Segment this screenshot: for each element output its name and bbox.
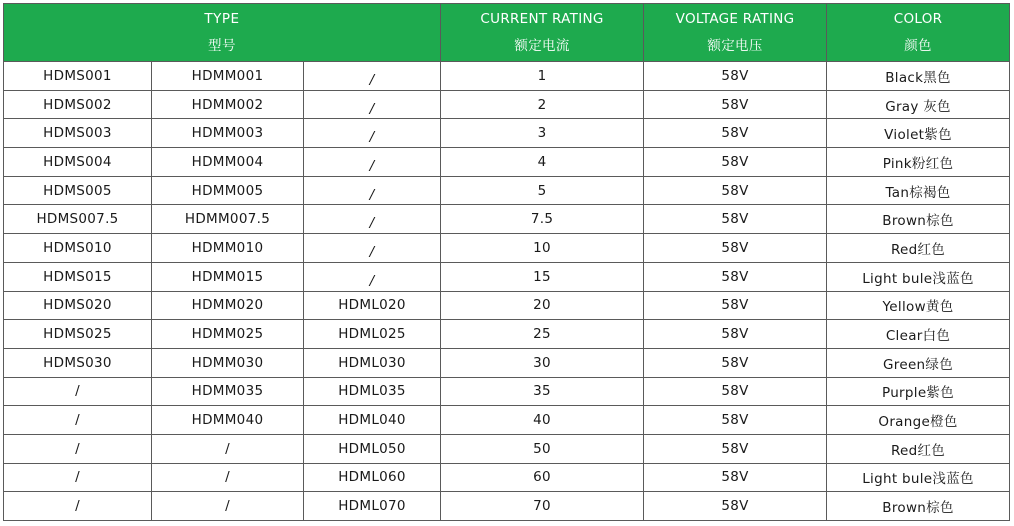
header-color	[827, 4, 1010, 62]
empty-marker: /	[369, 100, 375, 117]
cell-current-rating: 50	[441, 434, 644, 463]
cell-type-l: HDML035	[304, 377, 441, 406]
cell-type-l: HDML025	[304, 320, 441, 349]
cell-type-s: HDMS015	[4, 262, 152, 291]
cell-type-m: HDMM015	[152, 262, 304, 291]
cell-voltage-rating: 58V	[644, 262, 827, 291]
cell-type-m: HDMM004	[152, 148, 304, 177]
cell-type-m: HDMM035	[152, 377, 304, 406]
table-row	[4, 463, 1010, 492]
cell-current-rating: 10	[441, 234, 644, 263]
table-row	[4, 119, 1010, 148]
empty-marker: /	[369, 215, 375, 232]
header-voltage-en: VOLTAGE RATING	[675, 10, 795, 27]
empty-marker: /	[369, 71, 375, 88]
cell-color: Light bule浅蓝色	[827, 262, 1010, 291]
cell-voltage-rating: 58V	[644, 320, 827, 349]
empty-marker: /	[369, 186, 375, 203]
cell-current-rating: 40	[441, 406, 644, 435]
cell-color: Orange橙色	[827, 406, 1010, 435]
cell-current-rating: 5	[441, 176, 644, 205]
cell-voltage-rating: 58V	[644, 90, 827, 119]
header-current-en: CURRENT RATING	[480, 10, 604, 27]
cell-voltage-rating: 58V	[644, 62, 827, 91]
cell-type-m: HDMM002	[152, 90, 304, 119]
cell-type-m: HDMM003	[152, 119, 304, 148]
cell-type-s: /	[4, 434, 152, 463]
cell-color: Purple紫色	[827, 377, 1010, 406]
cell-type-l: HDML020	[304, 291, 441, 320]
cell-voltage-rating: 58V	[644, 291, 827, 320]
cell-type-l: HDML040	[304, 406, 441, 435]
cell-type-m: HDMM025	[152, 320, 304, 349]
cell-current-rating: 1	[441, 62, 644, 91]
cell-type-m: HDMM010	[152, 234, 304, 263]
cell-current-rating: 3	[441, 119, 644, 148]
cell-color: Gray 灰色	[827, 90, 1010, 119]
cell-type-s: HDMS005	[4, 176, 152, 205]
table-row	[4, 291, 1010, 320]
cell-type-m: /	[152, 434, 304, 463]
cell-type-l	[304, 90, 441, 119]
header-type-en: TYPE	[204, 10, 240, 27]
cell-voltage-rating: 58V	[644, 377, 827, 406]
cell-type-s: HDMS007.5	[4, 205, 152, 234]
cell-type-s: HDMS001	[4, 62, 152, 91]
cell-color: Black黑色	[827, 62, 1010, 91]
cell-current-rating: 7.5	[441, 205, 644, 234]
cell-type-l	[304, 119, 441, 148]
table-row	[4, 320, 1010, 349]
table-row	[4, 348, 1010, 377]
cell-color: Pink粉红色	[827, 148, 1010, 177]
cell-type-m: HDMM005	[152, 176, 304, 205]
table-row	[4, 176, 1010, 205]
cell-current-rating: 35	[441, 377, 644, 406]
cell-current-rating: 60	[441, 463, 644, 492]
cell-type-m: /	[152, 492, 304, 521]
cell-type-m: HDMM040	[152, 406, 304, 435]
cell-color: Light bule浅蓝色	[827, 463, 1010, 492]
cell-type-m: HDMM020	[152, 291, 304, 320]
cell-type-l	[304, 62, 441, 91]
cell-type-s: HDMS004	[4, 148, 152, 177]
cell-voltage-rating: 58V	[644, 205, 827, 234]
cell-color: Brown棕色	[827, 492, 1010, 521]
cell-type-l	[304, 176, 441, 205]
cell-type-l: HDML070	[304, 492, 441, 521]
cell-current-rating: 15	[441, 262, 644, 291]
fuse-spec-table	[3, 3, 1010, 521]
header-current-rating	[441, 4, 644, 62]
cell-type-s: /	[4, 377, 152, 406]
cell-type-s: /	[4, 492, 152, 521]
cell-voltage-rating: 58V	[644, 234, 827, 263]
empty-marker: /	[369, 272, 375, 289]
cell-type-s: HDMS010	[4, 234, 152, 263]
cell-color: Tan棕褐色	[827, 176, 1010, 205]
cell-type-l	[304, 262, 441, 291]
cell-current-rating: 70	[441, 492, 644, 521]
cell-type-m: /	[152, 463, 304, 492]
cell-color: Yellow黄色	[827, 291, 1010, 320]
cell-color: Violet紫色	[827, 119, 1010, 148]
table-row	[4, 205, 1010, 234]
table-row	[4, 434, 1010, 463]
cell-voltage-rating: 58V	[644, 148, 827, 177]
cell-current-rating: 30	[441, 348, 644, 377]
spec-table-container	[3, 3, 1009, 521]
header-voltage-zh: 额定电压	[707, 37, 763, 54]
header-color-en: COLOR	[893, 10, 943, 27]
table-row	[4, 406, 1010, 435]
cell-type-l: HDML030	[304, 348, 441, 377]
cell-current-rating: 4	[441, 148, 644, 177]
cell-type-l	[304, 205, 441, 234]
table-row	[4, 377, 1010, 406]
cell-type-s: HDMS002	[4, 90, 152, 119]
table-row	[4, 90, 1010, 119]
cell-type-s: HDMS003	[4, 119, 152, 148]
cell-color: Red红色	[827, 434, 1010, 463]
table-row	[4, 62, 1010, 91]
cell-voltage-rating: 58V	[644, 434, 827, 463]
cell-type-l	[304, 148, 441, 177]
cell-type-l: HDML060	[304, 463, 441, 492]
cell-type-s: /	[4, 463, 152, 492]
cell-voltage-rating: 58V	[644, 119, 827, 148]
cell-color: Red红色	[827, 234, 1010, 263]
cell-current-rating: 2	[441, 90, 644, 119]
cell-current-rating: 20	[441, 291, 644, 320]
empty-marker: /	[369, 157, 375, 174]
cell-type-l	[304, 234, 441, 263]
table-row	[4, 148, 1010, 177]
cell-voltage-rating: 58V	[644, 492, 827, 521]
cell-type-m: HDMM001	[152, 62, 304, 91]
cell-voltage-rating: 58V	[644, 463, 827, 492]
header-color-zh: 颜色	[904, 37, 932, 54]
cell-voltage-rating: 58V	[644, 176, 827, 205]
header-type-zh: 型号	[208, 37, 237, 54]
cell-voltage-rating: 58V	[644, 348, 827, 377]
table-row	[4, 234, 1010, 263]
table-body	[4, 62, 1010, 521]
cell-color: Clear白色	[827, 320, 1010, 349]
empty-marker: /	[369, 243, 375, 260]
empty-marker: /	[369, 129, 375, 146]
cell-current-rating: 25	[441, 320, 644, 349]
cell-voltage-rating: 58V	[644, 406, 827, 435]
table-row	[4, 262, 1010, 291]
cell-color: Green绿色	[827, 348, 1010, 377]
table-header-row	[4, 4, 1010, 62]
cell-type-m: HDMM030	[152, 348, 304, 377]
cell-type-l: HDML050	[304, 434, 441, 463]
header-current-zh: 额定电流	[514, 37, 570, 54]
table-row	[4, 492, 1010, 521]
header-type	[4, 4, 441, 62]
cell-type-m: HDMM007.5	[152, 205, 304, 234]
cell-type-s: HDMS020	[4, 291, 152, 320]
cell-type-s: HDMS030	[4, 348, 152, 377]
cell-type-s: HDMS025	[4, 320, 152, 349]
cell-color: Brown棕色	[827, 205, 1010, 234]
header-voltage-rating	[644, 4, 827, 62]
cell-type-s: /	[4, 406, 152, 435]
